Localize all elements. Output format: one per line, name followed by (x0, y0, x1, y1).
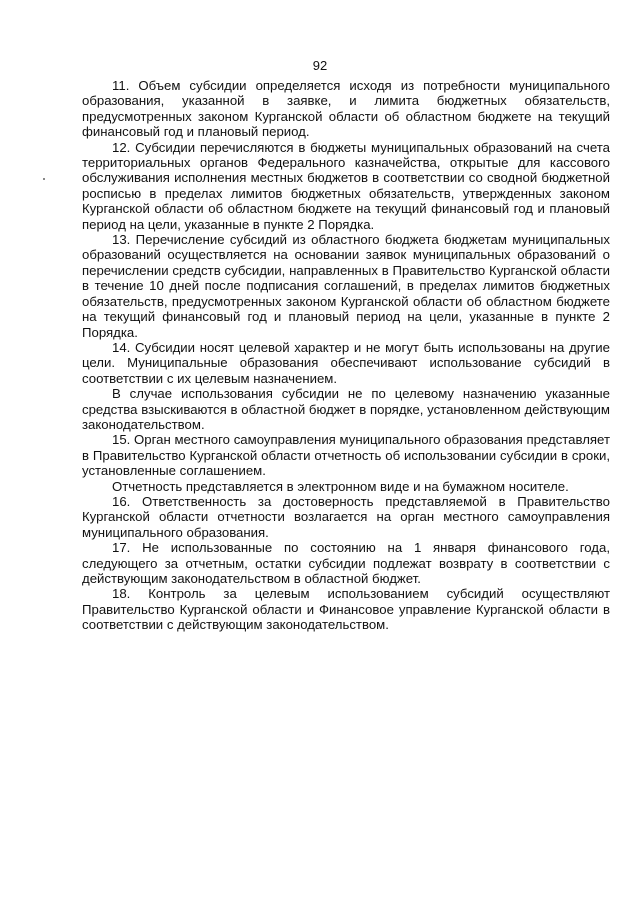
paragraph-15-format: Отчетность представляется в электронном виде и на бумажном носителе. (112, 478, 569, 494)
paragraph-14: 14. Субсидии носят целевой характер и не могут быть использованы на другие цели. Муниципальные образования обеспечивают использование субсидий в соответствии с их целевым назначением. (82, 339, 610, 386)
document-body (82, 78, 610, 633)
page-number: 92 (312, 58, 328, 73)
paragraph-18: 18. Контроль за целевым использованием субсидий осуществляют Правительство Курганской области и Финансовое управление Курганской области в соответствии с действующим законодательством. (82, 586, 610, 633)
paragraph-11: 11. Объем субсидии определяется исходя из потребности муниципального образования, указанной в заявке, и лимита бюджетных обязательств, предусмотренных законом Курганской области об областном бюджете на текущий финансовый год и плановый период. (82, 78, 610, 140)
paragraph-14-misuse: В случае использования субсидии не по целевому назначению указанные средства взыскиваются в областной бюджет в порядке, установленном действующим законодательством. (82, 386, 610, 432)
scan-speck (43, 178, 45, 180)
paragraph-13: 13. Перечисление субсидий из областного бюджета бюджетам муниципальных образований осуществляется на основании заявок муниципальных образований о перечислении средств субсидии, направленных в Правительство Курганской области в течение 10 дней после подписания соглашений, в пределах лимитов бюджетных обязательств, предусмотренных законом Курганской области об областном бюджете на текущий финансовый год и плановый период на цели, указанные в пункте 2 Порядка. (82, 232, 610, 340)
paragraph-17: 17. Не использованные по состоянию на 1 января финансового года, следующего за отчетным, остатки субсидии подлежат возврату в соответствии с действующим законодательством в областной бюджет. (82, 540, 610, 586)
paragraph-15: 15. Орган местного самоуправления муниципального образования представляет в Правительство Курганской области отчетность об использовании субсидии в сроки, установленные соглашением. (82, 432, 610, 479)
paragraph-12: 12. Субсидии перечисляются в бюджеты муниципальных образований на счета территориальных органов Федерального казначейства, открытые для кассового обслуживания исполнения местных бюджетов в соответствии со сводной бюджетной росписью в пределах лимитов бюджетных обязательств, утвержденных законом Курганской области об областном бюджете на текущий финансовый год и плановый период на цели, указанные в пункте 2 Порядка. (82, 139, 610, 232)
paragraph-16: 16. Ответственность за достоверность представляемой в Правительство Курганской области отчетности возлагается на орган местного самоуправления муниципального образования. (82, 493, 610, 540)
